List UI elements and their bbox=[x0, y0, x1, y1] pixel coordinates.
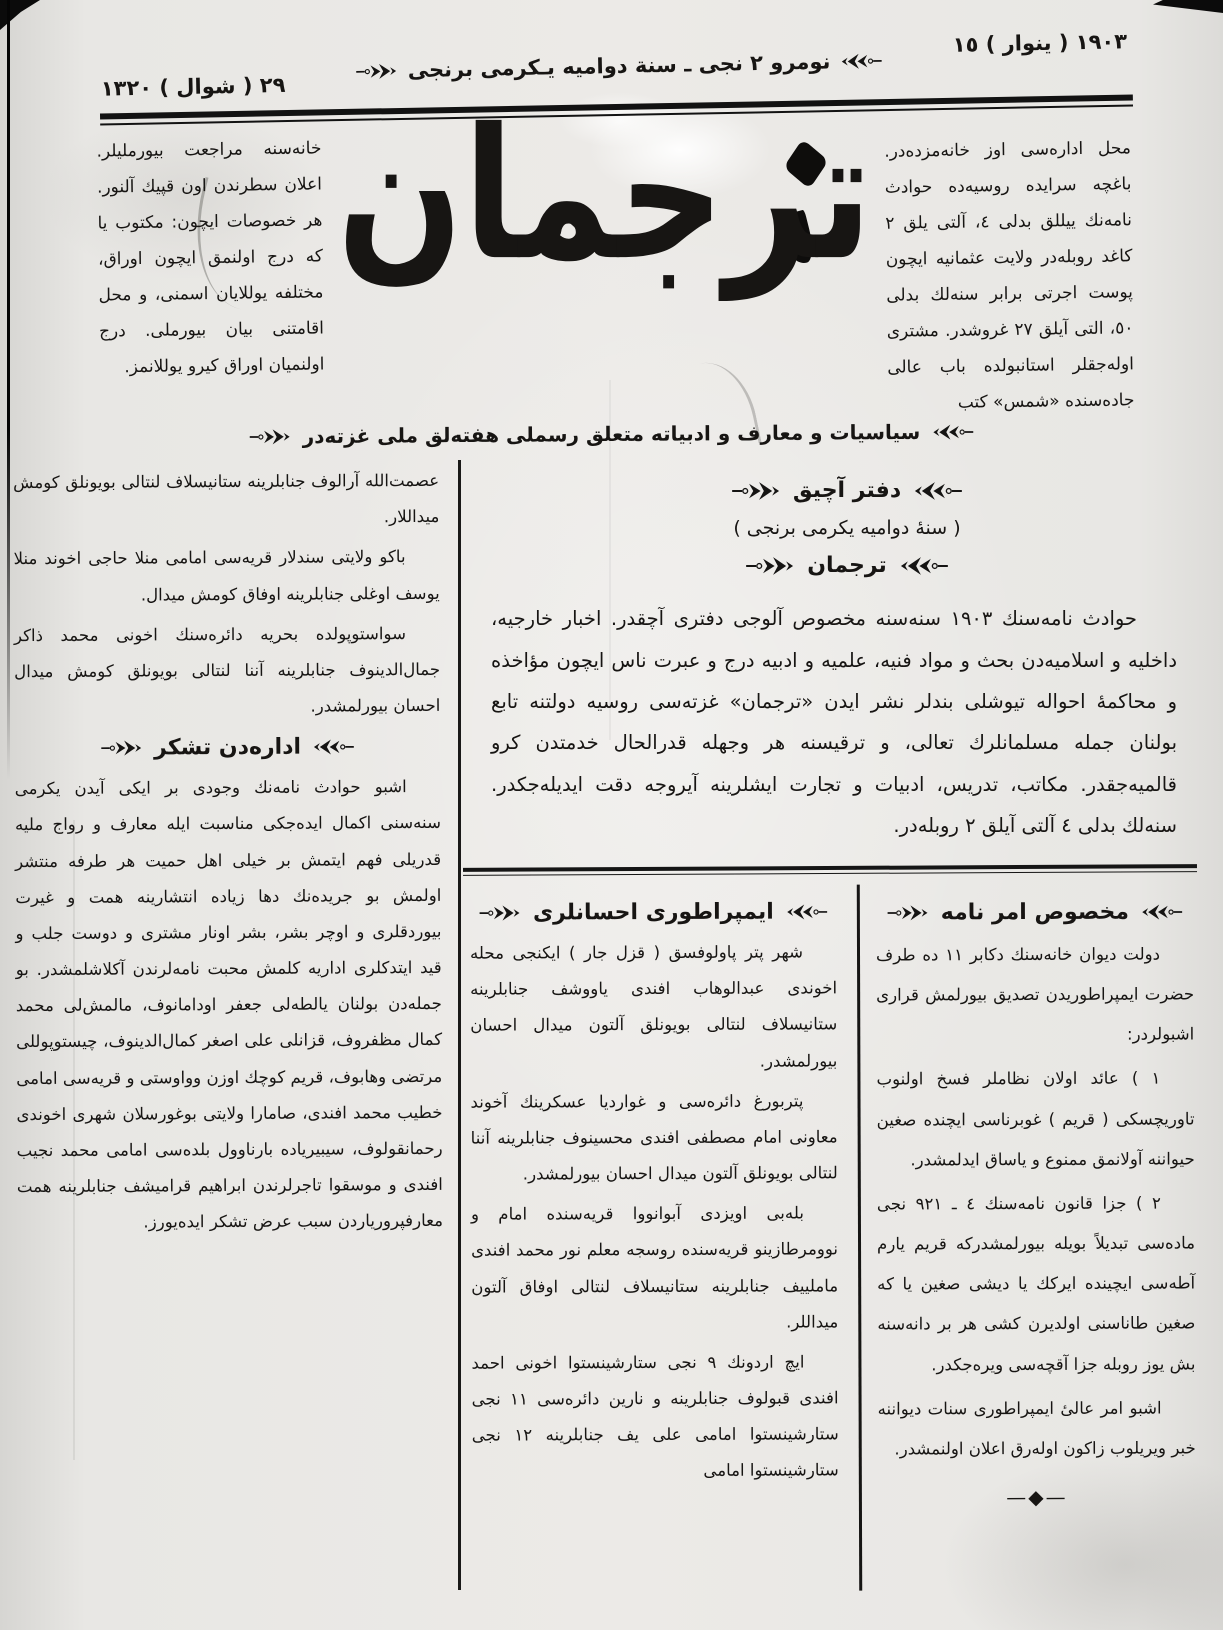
grants-para-1: شهر پتر پاولوفسق ( قزل جار ) ايكنجى محله اخوندى عبدالوهاب افندى ياووشف جنابلرينه ستانيسلاف لنتالى بويونلق آلتون ميدال احسان بيورلمشدر. bbox=[469, 942, 838, 1071]
open-ledger-subheading: ( سنهٔ دواميه يكرمى برنجى ) bbox=[733, 517, 961, 540]
open-ledger-heading-row bbox=[611, 478, 1083, 503]
special-decree-column bbox=[857, 884, 1204, 1591]
open-ledger-heading: دفتر آچيق bbox=[792, 478, 902, 504]
end-ornament: —◆— bbox=[1006, 1485, 1068, 1510]
fleuron-icon bbox=[745, 556, 795, 576]
newspaper-title: ترجمان bbox=[336, 89, 873, 300]
grants-para-2: پتربورغ دائره‌سى و غوارديا عسكرينك آخوند معاونى امام مصطفى افندى محسينوف جنابلرينه آننا لنتالى بويونلق آلتون ميدال احسان بيورلمشدر. bbox=[470, 1091, 838, 1184]
decree-item-2: ٢ ) جزا قانون نامه‌سنك ٤ ـ ٩٢١ نجى ماده‌سى تبديلاً بويله بيورلمشدركه قريم يارم آطه‌سى ايچينده ايركك يا ديشى صغين يا كه صغين طاناسنى اولديرن كشى هر بر دانه‌سنه بش يوز روبله جزا آقچه‌سى ويره‌جكدر. bbox=[876, 1193, 1196, 1375]
medal-para-2: باكو ولايتى سندلار قريه‌سى امامى منلا حاجى اخوند منلا يوسف اوغلى جنابلرينه اوفاق كومش ميدال. bbox=[13, 547, 440, 605]
section-divider-rule bbox=[463, 864, 1197, 876]
subtitle-text: سياسيات و معارف و ادبياته متعلق رسملى هفته‌لق ملى غزته‌در bbox=[302, 420, 921, 449]
admin-info-block: محل اداره‌سى اوز خانه‌مزده‌در. باغچه سرايده روسيه‌ده حوادث نامه‌نك ييللق بدلى ٤، آلتى يلق ٢ كاغد روبله‌در ولايت عثمانيه ايچون پوست اجرتى برابر سنه‌لك بدلى ٥٠، التى آيلق ٢٧ غروشدر. مشترى اوله‌جقلر استانبولده باب عالى جاده‌سنده «شمس» كتب bbox=[884, 138, 1135, 413]
masthead bbox=[0, 89, 1223, 420]
special-decree-heading: مخصوص امر نامه bbox=[940, 899, 1130, 926]
lower-columns bbox=[461, 884, 1203, 1590]
imperial-grants-heading: ايمپراطورى احسانلرى bbox=[532, 899, 774, 926]
issue-info-text: نومرو ٢ نجى ـ سنة دواميه يـكرمى برنجى bbox=[407, 49, 831, 83]
fleuron-icon bbox=[887, 905, 929, 922]
fleuron-icon bbox=[479, 905, 521, 922]
fleuron-icon bbox=[786, 904, 828, 921]
thanks-heading-row bbox=[14, 734, 440, 761]
imperial-grants-column bbox=[460, 884, 859, 1591]
fleuron-icon bbox=[1141, 904, 1183, 921]
open-ledger-section bbox=[461, 460, 1203, 578]
fleuron-icon bbox=[932, 423, 974, 440]
thanks-body: اشبو حوادث نامه‌نك وجودى بر ايكى آيدن يكرمى سنه‌سنى اكمال ايده‌جكى مناسبت ايله معارف و رواج مليه قدريلى فهم ايتمش بر خيلى اهل حميت هر طرفه منتشر اولمش بو جريده‌نك دها زياده انتشارينه همت و غيرت بيوردقلرى و اوچر بشر، بشر اونار مشترى و دوست جلب و قيد ايتدكلرى اداريه كلمش محبت نامه‌لرندن آكلاشلمشدر. بو جمله‌دن بولنان يالطه‌لى جعفر اودامانوف، مالمش‌لى محمد كمال مظفروف، قزانلى على اصغر كمال‌الدينوف، چيستوپوللى مرتضى وهابوف، قريم كوچك اوزن وواوستى و قريه‌سى امامى خطيب محمد افندى، صامارا ولايتى بوغورسلان شهرى اخوندى رحمانقولوف، سيبيرياده بارناوول بلده‌سى امامى محمد نجيب افندى و موسقوا تاجرلرندن ابراهيم قراميشف جنابلرينه همت معارفپرورياردن سبب عرض تشكر ايده‌يورز. bbox=[14, 777, 444, 1232]
medal-para-3: سواستوپولده بحريه دائره‌سنك اخونى محمد ذاكر جمال‌الدينوف جنابلرينه آننا لنتالى بويونلق كومش ميدال احسان بيورلمشدر. bbox=[13, 624, 441, 716]
main-content bbox=[0, 446, 1223, 1590]
issue-info bbox=[356, 48, 883, 83]
left-column bbox=[1, 459, 461, 1591]
decree-intro: دولت ديوان خانه‌سنك دكابر ١١ ده طرف حضرت ايمپراطوريدن تصديق بيورلمش قرارى اشبولردر: bbox=[875, 944, 1195, 1045]
fleuron-icon bbox=[899, 556, 949, 576]
fleuron-icon bbox=[100, 740, 142, 757]
medal-para-1: عصمت‌الله آرالوف جنابلرينه ستانيسلاف لنتالى بويونلق كومش ميداللار. bbox=[13, 471, 440, 527]
advertising-info-block: خانه‌سنه مراجعت بيورمليلر. اعلان سطرندن اون قپيك آلنور. هر خصوصات ايچون: مكتوب يا كه درج اولنمق ايچون اوراق، مختلفه يوللايان اسمنى، و محل اقامتنى بيان بيورملى. درج اولنميان اوراق كيرو يوللانمز. bbox=[96, 138, 325, 378]
decree-closing: اشبو امر عالىٔ ايمپراطورى سنات ديواننه خبر ويريلوب زاكون اوله‌رق اعلان اولنمشدر. bbox=[877, 1398, 1196, 1459]
decree-item-1: ١ ) عائد اولان نظاملر فسخ اولنوب تاوريچسكى ( قريم ) غوبرناسى ايچنده صغين حيواننه آولانمق ممنوع و ياساق ايدلمشدر. bbox=[876, 1069, 1195, 1170]
dateline-row bbox=[0, 0, 1223, 103]
special-decree-heading-row bbox=[876, 900, 1194, 926]
hijri-date: ٢٩ ( شوال ) ١٣٢٠ bbox=[100, 72, 286, 101]
gregorian-date: ١٩٠٣ ( ينوار ) ١٥ bbox=[952, 29, 1128, 57]
fleuron-icon bbox=[249, 428, 291, 445]
fleuron-icon bbox=[913, 481, 963, 501]
imperial-grants-heading-row bbox=[470, 900, 837, 926]
fleuron-icon bbox=[840, 52, 882, 70]
fleuron-icon bbox=[731, 481, 781, 501]
fleuron-icon bbox=[313, 739, 355, 756]
open-ledger-body: حوادث نامه‌سنك ١٩٠٣ سنه‌سنه مخصوص آلوجى دفترى آچقدر. اخبار خارجيه، داخليه و اسلاميه‌دن بحث و مواد فنيه، علميه و ادبيه درج و عبرت ناس ايچون مؤاخذه و محاكمهٔ احواله تيوشلى بندلر نشر ايدن «ترجمان» غزته‌سى روسيه دولتنه تابع بولنان جمله مسلمانلرك تعالى، و ترقيسنه هر وجهله قدرالحال خدمتدن كرو قالميه‌جقدر. مكاتب، تدريس، ادبيات و تجارت ايشلرينه آيروجه دقت ايديله‌جكدر. سنه‌لك بدلى ٤ آلتى آيلق ٢ روبله‌در. bbox=[491, 607, 1177, 837]
thanks-heading: اداره‌دن تشكر bbox=[154, 735, 302, 761]
open-ledger-title-row bbox=[611, 553, 1083, 578]
fleuron-icon bbox=[356, 62, 398, 80]
grants-para-4: ايچ اردونك ٩ نجى ستارشينستوا اخونى احمد افندى قبولوف جنابلرينه و نارين دائره‌سى ١١ نجى ستارشينستوا امامى على يف جنابلرينه ١٢ نجى ستارشينستوا امامى bbox=[471, 1352, 839, 1481]
right-wide-column bbox=[458, 460, 1203, 1590]
open-ledger-title: ترجمان bbox=[807, 553, 887, 579]
grants-para-3: بله‌بى اويزدى آبوانووا قريه‌سنده امام و نوومرطازينو قريه‌سنده روسجه معلم نور محمد افندى ماملييف جنابلرينه ستانيسلاف لنتالى اوفاق آلتون ميداللر. bbox=[470, 1203, 839, 1332]
